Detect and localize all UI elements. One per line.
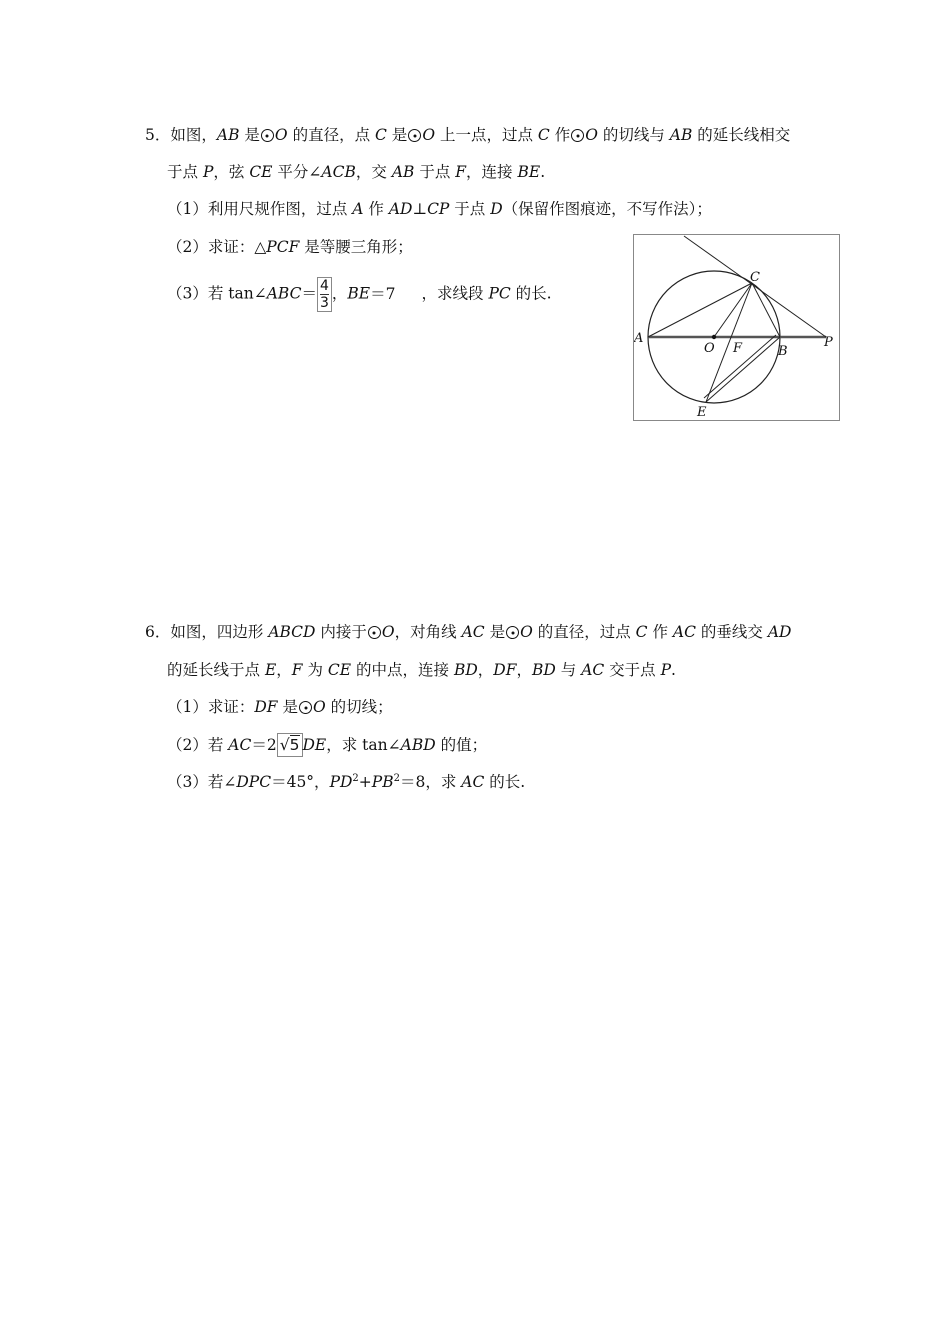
problem6-question2: （2）若 AC＝2 √5 DE，求 tan∠ABD 的值； xyxy=(167,733,487,757)
problem5-question3: （3）若 tan∠ABC＝ $\frac{4}{3}$ ，BE＝7 ，求线段 PC 的长. xyxy=(167,278,552,311)
circle-dot-symbol xyxy=(408,129,421,142)
circle-dot-symbol xyxy=(506,626,519,639)
label-b: B xyxy=(778,344,788,359)
center-point-o xyxy=(712,335,716,339)
label-e: E xyxy=(697,405,707,420)
problem5-line2: 于点 P，弦 CE 平分∠ACB，交 AB 于点 F，连接 BE. xyxy=(167,163,546,181)
geometry-diagram xyxy=(634,235,839,420)
problem5-number: 5． xyxy=(145,126,171,144)
tangent-line-cp xyxy=(684,236,826,337)
problem5-question1: （1）利用尺规作图，过点 A 作 AD⊥CP 于点 D（保留作图痕迹，不写作法）； xyxy=(167,200,712,218)
segment-be xyxy=(706,337,780,402)
circle-dot-symbol xyxy=(368,626,381,639)
label-p: P xyxy=(824,335,833,350)
problem6-question3: （3）若∠DPC＝45°，$PD^2+PB^2=8$，求 AC 的长. xyxy=(167,773,526,791)
problem6-line1: 6．如图，四边形 ABCD 内接于 O，对角线 AC 是 O 的直径，过点 C 作 AC 的垂线交 AD xyxy=(145,623,792,641)
circle-dot-symbol xyxy=(299,701,312,714)
segment-cb xyxy=(752,283,780,337)
circle-dot-symbol xyxy=(261,129,274,142)
label-f: F xyxy=(733,341,743,356)
problem5-line1: 5．如图，AB 是 O 的直径，点 C 是 O 上一点，过点 C 作 O 的切线与 AB 的延长线相交 xyxy=(145,126,791,144)
problem6-number: 6． xyxy=(145,623,171,641)
circle-dot-symbol xyxy=(571,129,584,142)
sqrt-five: √5 xyxy=(277,733,303,757)
geometry-figure xyxy=(633,234,840,421)
label-a: A xyxy=(634,331,644,346)
problem6-question1: （1）求证：DF 是 O 的切线； xyxy=(167,698,393,716)
fraction-four-thirds: $\frac{4}{3}$ xyxy=(317,277,332,312)
problem5-question2: （2）求证：△PCF 是等腰三角形； xyxy=(167,238,413,256)
segment-oc xyxy=(714,283,752,337)
segment-ac xyxy=(648,283,752,337)
label-c: C xyxy=(750,270,760,285)
problem6-line2: 的延长线于点 E，F 为 CE 的中点，连接 BD，DF，BD 与 AC 交于点 P. xyxy=(167,661,676,679)
label-o: O xyxy=(704,341,715,356)
